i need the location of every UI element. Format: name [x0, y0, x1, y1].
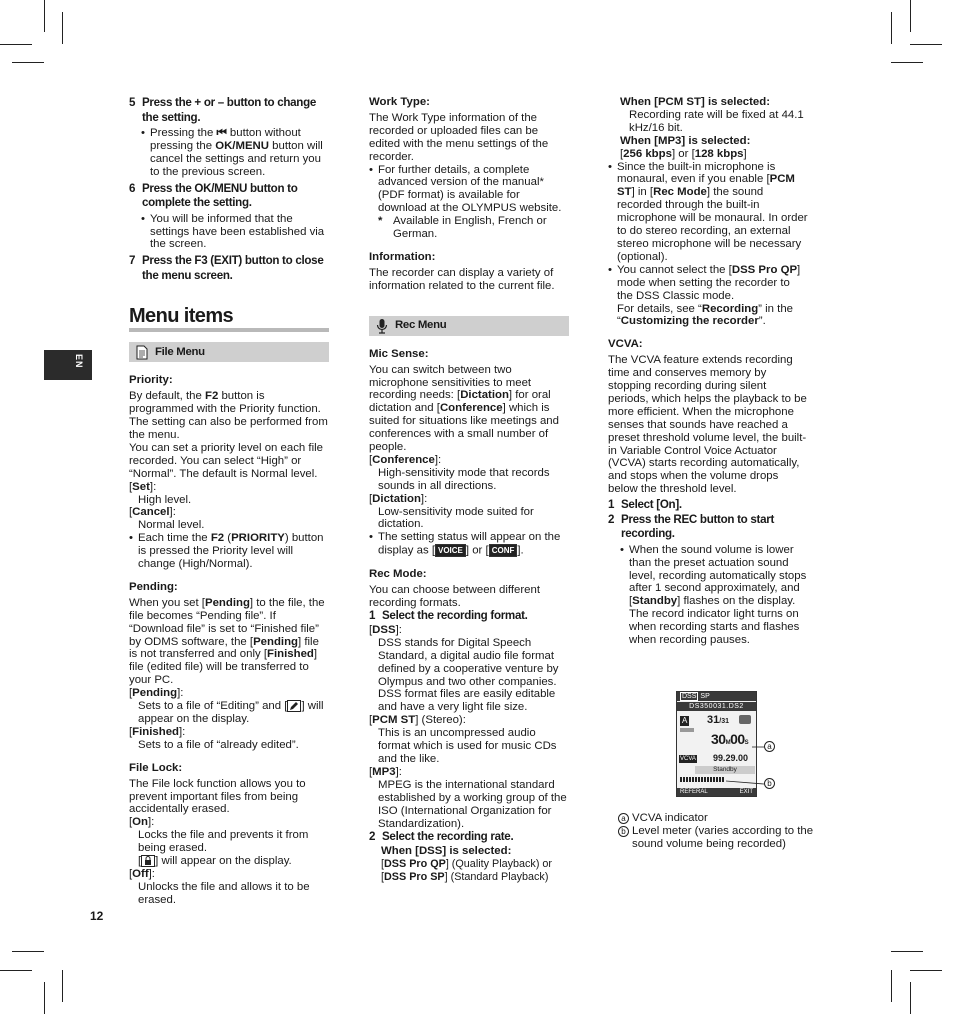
file-lock-heading: File Lock: — [129, 761, 183, 774]
mic-sense-heading: Mic Sense: — [369, 347, 429, 360]
lock-icon — [141, 855, 155, 867]
crop-mark — [62, 970, 63, 1002]
step-6-note: • You will be informed that the settings have been established via the screen. — [141, 212, 325, 251]
lcd-screen: DSS SP DS350031.DS2 A 31/31 30M00S VCVA 99.29.00 Standby REFERAL EXIT — [676, 691, 757, 797]
lcd-time-minutes: 30 — [711, 731, 726, 747]
mp3-option: [MP3]: — [369, 765, 402, 778]
lcd-folder-mode: A — [682, 716, 688, 725]
cancel-option: [Cancel]: — [129, 506, 176, 519]
callout-lines — [676, 691, 776, 797]
rec-mode-heading: Rec Mode: — [369, 567, 427, 580]
skip-back-icon: ⏮ — [216, 127, 227, 139]
work-type-heading: Work Type: — [369, 96, 430, 108]
legend-item-a: a VCVA indicator — [618, 812, 818, 825]
language-tab — [44, 350, 92, 380]
rec-mode-step-2: 2 Select the recording rate. — [369, 830, 514, 844]
crop-mark — [891, 951, 923, 952]
legend-item-b: b Level meter (varies according to the sound volume being recorded) — [618, 825, 818, 851]
page-title: Menu items — [129, 305, 329, 332]
page-number: 12 — [90, 909, 104, 923]
pcm-option: [PCM ST] (Stereo): — [369, 714, 466, 727]
step-7: 7 Press the F3 (EXIT) button to close the menu screen. — [129, 254, 324, 282]
crop-mark — [0, 44, 32, 45]
crop-mark — [44, 0, 45, 32]
crop-mark — [44, 982, 45, 1014]
crop-mark — [12, 951, 44, 952]
on-option: [On]: — [129, 816, 155, 829]
pending-text: When you set [Pending] to the file, the file becomes “Pending file”. If “Download file” is set to “Finished file” by ODMS software, the [Pending] file is not transferred and only [Finished] file (edited file) will be transferred to your PC. — [129, 596, 325, 687]
step-6: 6 Press the OK/MENU button to complete the setting. — [129, 181, 298, 210]
crop-mark — [891, 62, 923, 63]
column-right: When [PCM ST] is selected: Recording rate will be fixed at 44.1 kHz/16 bit. When [MP3] is selected: [256 kbps] or [128 kbps] • Since the built-in microphone is monaural, even if you enable [PCM ST] in [Rec Mode] the sound recorded through the built-in microphone will be monaural. In order to do stereo recording, an external stereo microphone will be necessary (optional). • You cannot select the [DSS Pro QP] mode when setting the recorder to the DSS Classic mode. For details, see “Recording” in the “Customizing the recorder”. VCVA: The VCVA feature extends recording time and conserves memory by stopping recording during silent periods, which helps the playback to be more efficient. When the microphone senses that sounds have reached a preset threshold volume level, the built-in Variable Control Voice Actuator (VCVA) starts recording automatically, and stops when the volume drops below the threshold level. 1 Select [On]. 2 Press the REC button to start recording. • When the sound volume is lower than the preset actuation sound level, recording automatically stops after 1 second approximately, and [Standby] flashes on the display. The record indicator light turns on when recording starts and flashes when recording pauses. — [608, 96, 808, 647]
rec-mode-step-1: 1 Select the recording format. — [369, 609, 528, 623]
priority-text: By default, the F2 button is programmed with the Priority function. The setting can also be performed from the menu. — [129, 390, 328, 441]
conference-option: [Conference]: — [369, 453, 442, 466]
pending-option: [Pending]: — [129, 687, 184, 700]
lcd-status: Standby — [695, 766, 755, 774]
off-option: [Off]: — [129, 868, 155, 880]
microphone-icon — [373, 317, 391, 335]
lcd-soft-right: EXIT — [739, 789, 753, 795]
crop-mark — [910, 44, 942, 45]
vcva-heading: VCVA: — [608, 338, 643, 351]
crop-mark — [62, 12, 63, 44]
recorder-display-illustration — [676, 691, 776, 797]
step-5: 5 Press the + or – button to change the setting. — [129, 96, 317, 124]
language-tab-label: EN — [73, 354, 84, 369]
crop-mark — [891, 970, 892, 1002]
vcva-step-2: 2 Press the REC button to start recording. — [608, 512, 775, 541]
display-legend — [618, 812, 818, 851]
priority-heading: Priority: — [129, 374, 173, 387]
dss-option: [DSS]: — [369, 623, 402, 636]
conference-mode-icon: CONF — [489, 544, 518, 557]
crop-mark — [12, 62, 44, 63]
set-option: [Set]: — [129, 480, 157, 493]
callout-a: a — [764, 741, 775, 752]
finished-option: [Finished]: — [129, 725, 186, 738]
vcva-step-1: 1 Select [On]. — [608, 498, 682, 512]
section-header-file-menu: File Menu — [129, 342, 329, 362]
section-header-rec-menu: Rec Menu — [369, 316, 569, 336]
callout-b: b — [764, 778, 775, 789]
voice-mode-icon: VOICE — [435, 544, 466, 557]
lcd-remaining-time: 99.29.00 — [713, 753, 749, 763]
lcd-file-total: 31 — [721, 718, 729, 725]
lcd-file-count: 31 — [707, 714, 720, 726]
dictation-option: [Dictation]: — [369, 492, 428, 505]
lcd-top-mode: DSS — [682, 693, 697, 700]
editing-icon — [287, 700, 301, 712]
lcd-soft-left: REFERAL — [680, 789, 708, 795]
column-middle: Work Type: The Work Type information of the recorded or uploaded files can be edited with the menu settings of the recorder. • For further details, a complete advanced version of the manual* (PDF format) is available for download at the OLYMPUS website. * Available in English, French or German. Information: The recorder can display a variety of information related to the current file. Rec Menu Mic Sense: You can switch between two microphone sensitivities to meet recording needs: [Dictation] for oral dictation and [Conference] which is suited for situations like meetings and conferences with a small number of people. [Conference]: High-sensitivity mode that records sounds in all directions. [Dictation]: Low-sensitivity mode suited for dictation. • The setting status will appear on the display as [ VOICE ] or [ CONF ]. Rec Mode: You can choose between different recording formats. 1 Select the recording format. [DSS]: DSS stands for Digital Speech Standard, a digital audio file format defined by a cooperative venture by Olympus and two other companies. DSS format files are easily editable and have a very light file size. [PCM ST] (Stereo): This is an uncompressed audio format which is used for music CDs and the like. [MP3]: MPEG is the international standard established by a working group of the ISO (International Organization for Standardization). 2 Select the recording rate. When [DSS] is selected: [DSS Pro QP] (Quality Playback) or [DSS Pro SP] (Standard Playback) — [369, 96, 569, 884]
crop-mark — [891, 12, 892, 44]
lcd-time-seconds: 00 — [730, 731, 745, 747]
crop-mark — [910, 0, 911, 32]
lcd-filename: DS350031.DS2 — [677, 702, 756, 711]
step-5-note: • Pressing the ⏮ button without pressing the OK/MENU button will cancel the settings and return you to the previous screen. — [141, 127, 323, 178]
crop-mark — [910, 982, 911, 1014]
crop-mark — [0, 970, 32, 971]
lcd-vcva-tag: VCVA — [680, 756, 696, 762]
lcd-top-quality: SP — [700, 693, 710, 700]
information-heading: Information: — [369, 250, 436, 263]
crop-mark — [910, 970, 942, 971]
priority-text-2: You can set a priority level on each file recorded. You can select “High” or “Normal”. The default is Normal level. — [129, 441, 323, 480]
pending-heading: Pending: — [129, 580, 178, 593]
file-icon — [133, 343, 151, 361]
priority-note: • Each time the F2 (PRIORITY) button is pressed the Priority level will change (High/Normal). — [129, 532, 324, 571]
column-left: 5 Press the + or – button to change the setting. • Pressing the ⏮ button without pressing the OK/MENU button will cancel the settings and return you to the previous screen. 6 Press the OK/MENU button to complete the setting. • You will be informed that the settings have been established via the screen. 7 Press the F3 (EXIT) button to close the menu screen. Menu items File Menu Priority: By default, the F2 button is programmed with the Priority function. The setting can also be performed from the menu. You can set a priority level on each file recorded. You can select “High” or “Normal”. The default is Normal level. [Set]: High level. [Cancel]: Normal level. • Each time the F2 (PRIORITY) button is pressed the Priority level will change (High/Normal). Pending: When you set [Pending] to the file, the file becomes “Pending file”. If “Download file” is set to “Finished file” by ODMS software, the [Pending] file is not transferred and only [Finished] file (edited file) will be transferred to your PC. [Pending]: Sets to a file of “Editing” and [ ] will appear on the display. [Finished]: Sets to a file of “already edited”. File Lock: The File lock function allows you to prevent important files from being accidentally erased. [On]: Locks the file and prevents it from being erased. [ ] will appear on the display. [Off]: Unlocks the file and allows it to be erased. — [129, 96, 328, 906]
